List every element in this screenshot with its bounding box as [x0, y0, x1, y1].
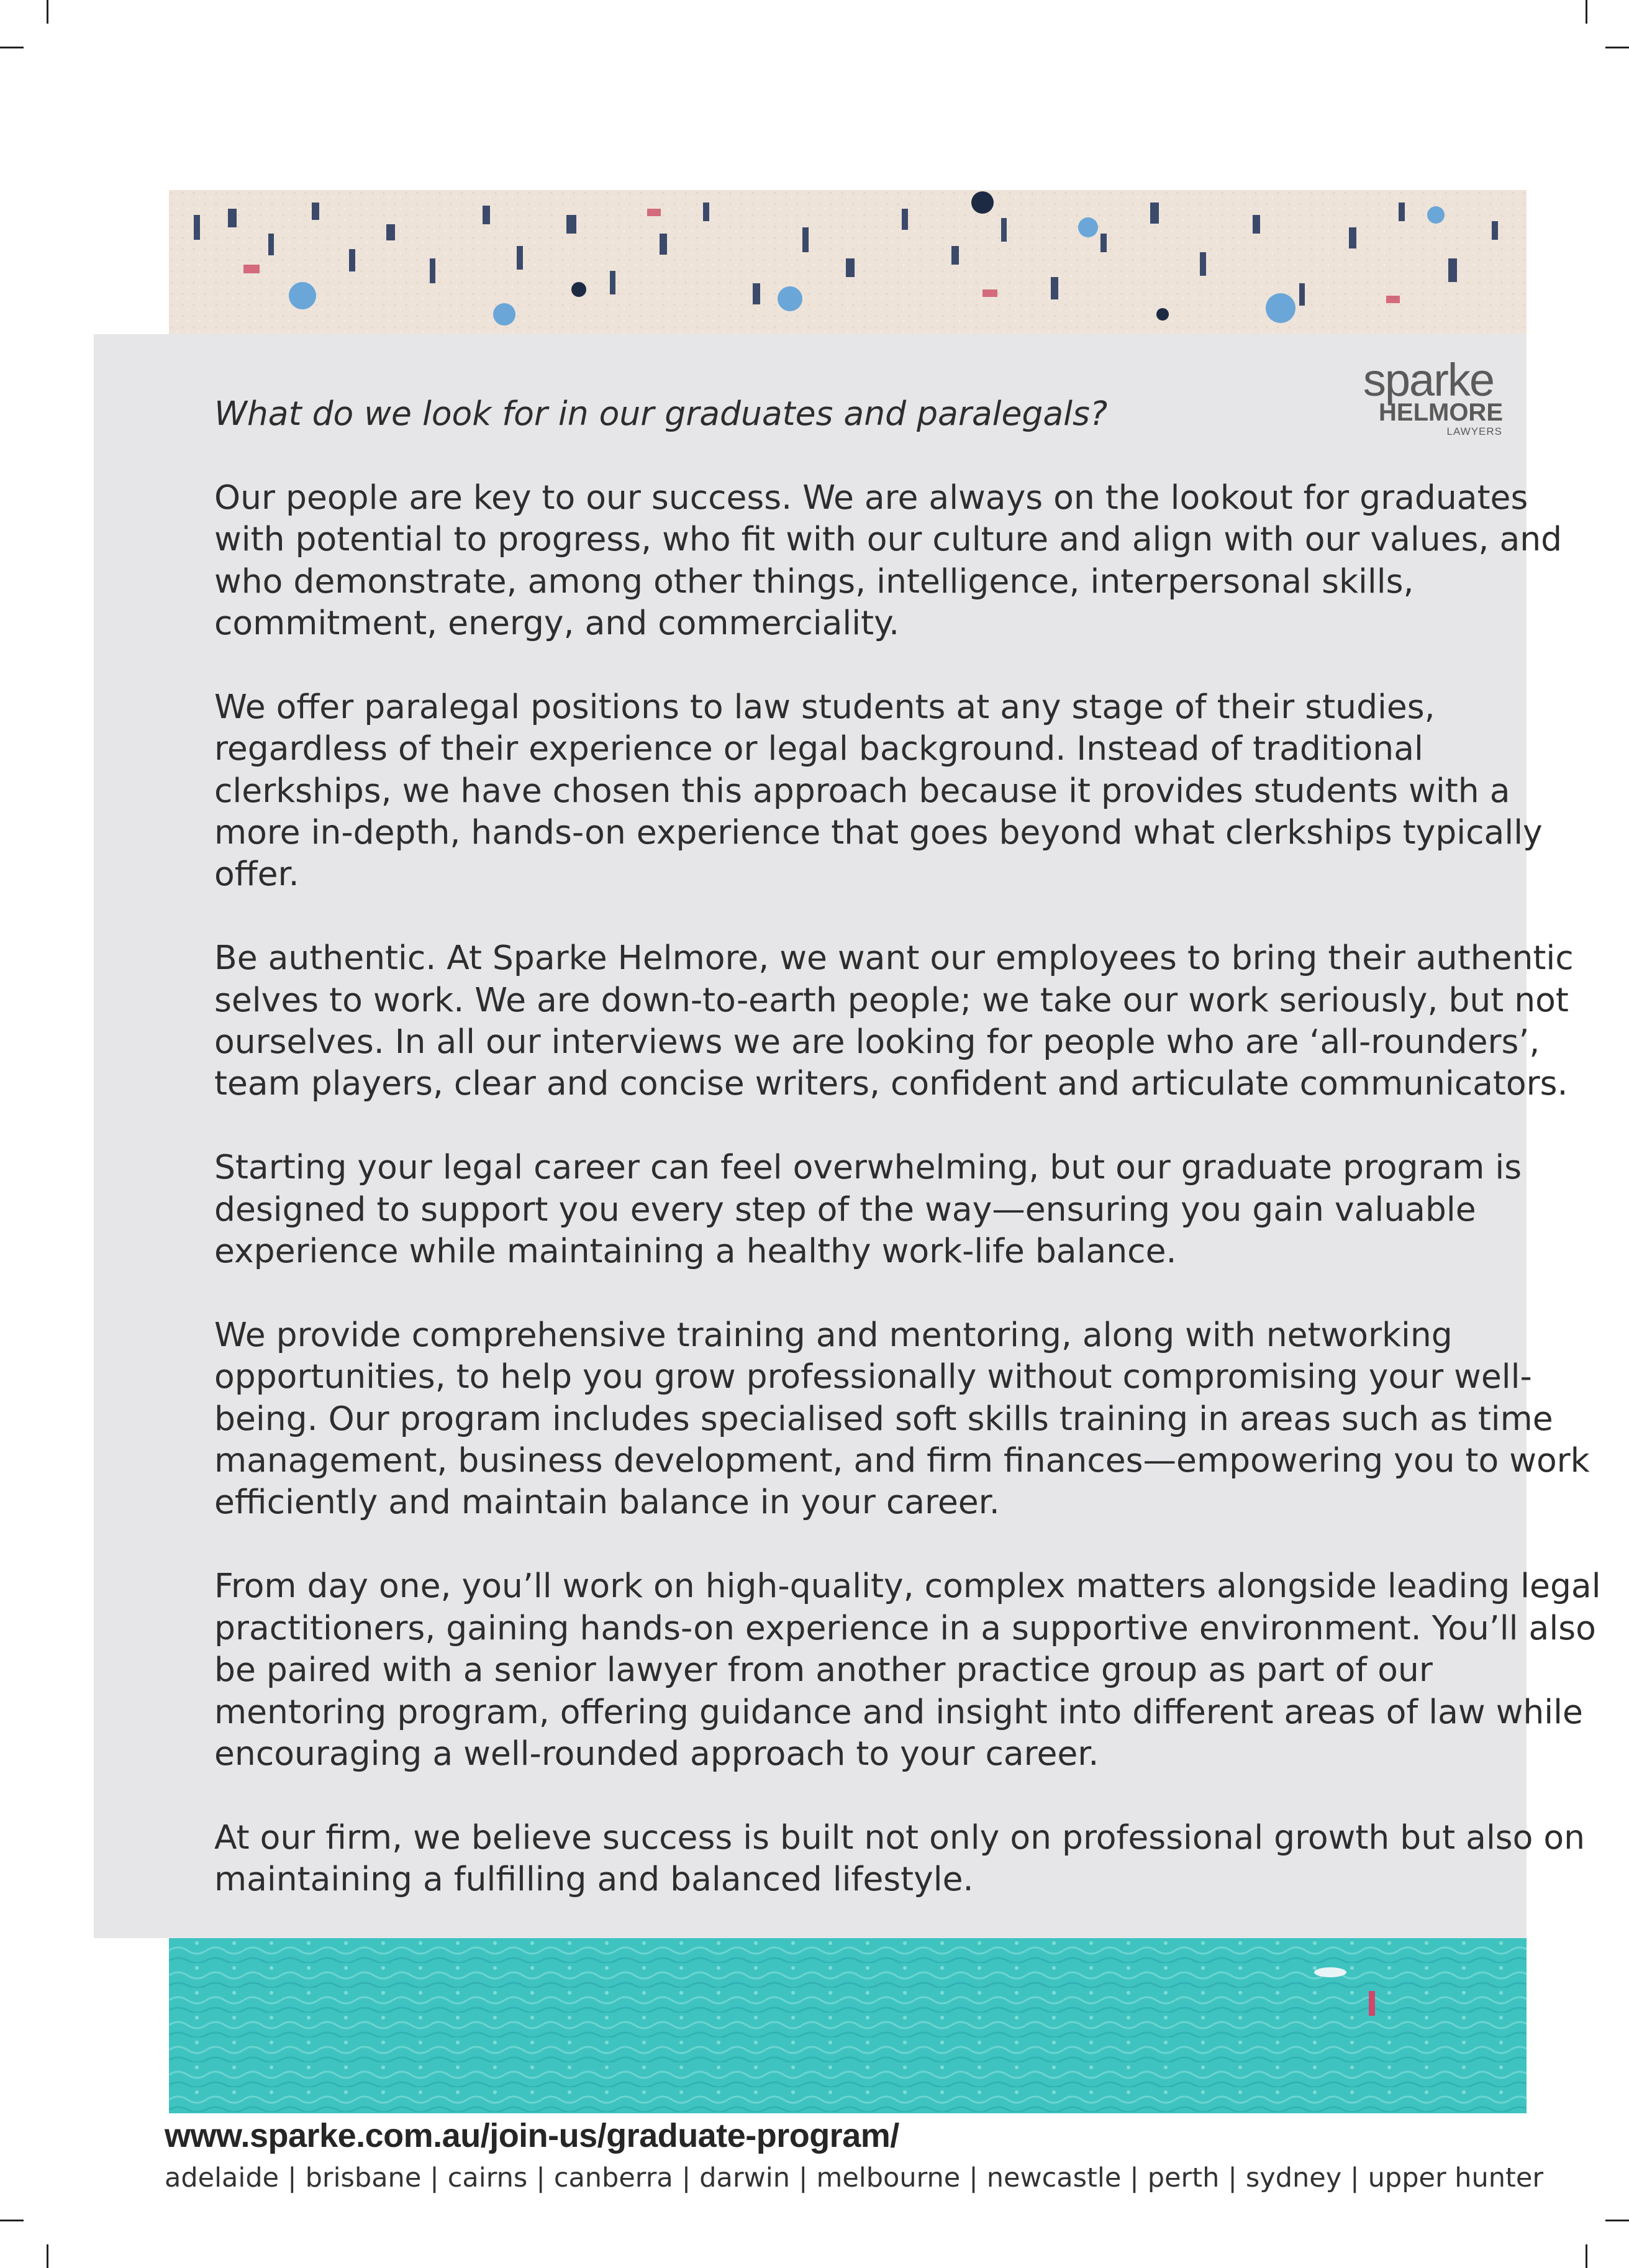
text-line: opportunities, to help you grow professionally without compromising your well- — [214, 1357, 1532, 1396]
text-line: experience while maintaining a healthy work-life balance. — [214, 1231, 1177, 1271]
paragraph — [214, 1565, 1601, 1774]
text-line: practitioners, gaining hands-on experience in a supportive environment. You’ll also — [214, 1608, 1596, 1647]
crop-mark — [0, 2220, 24, 2221]
text-line: with potential to progress, who fit with our culture and align with our values, and — [214, 519, 1563, 559]
text-line: team players, clear and concise writers, confident and articulate communicators. — [214, 1063, 1568, 1103]
office-name: darwin — [699, 2162, 790, 2193]
text-line: commitment, energy, and commerciality. — [214, 603, 900, 643]
text-line: Our people are key to our success. We are always on the lookout for graduates — [214, 477, 1528, 517]
logo-name: HELMORE — [1379, 399, 1503, 426]
paragraph — [214, 937, 1574, 1104]
text-line: encouraging a well-rounded approach to your career. — [214, 1733, 1099, 1773]
text-line: ourselves. In all our interviews we are looking for people who are ‘all-rounders’, — [214, 1022, 1540, 1062]
text-line: being. Our program includes specialised soft skills training in areas such as time — [214, 1398, 1553, 1438]
text-line: clerkships, we have chosen this approach because it provides students with a — [214, 770, 1510, 810]
office-name: brisbane — [305, 2162, 422, 2193]
paragraph — [214, 1816, 1586, 1900]
text-line: mentoring program, offering guidance and insight into different areas of law while — [214, 1692, 1583, 1731]
crop-mark — [1586, 2244, 1587, 2268]
text-line: offer. — [214, 854, 299, 894]
text-line: From day one, you’ll work on high-quality, complex matters alongside leading legal — [214, 1566, 1601, 1606]
office-name: melbourne — [816, 2162, 961, 2193]
text-line: who demonstrate, among other things, intelligence, interpersonal skills, — [214, 561, 1414, 601]
office-name: sydney — [1245, 2162, 1342, 2193]
sea-photo-art — [169, 1938, 1527, 2113]
text-line: management, business development, and firm finances—empowering you to work — [214, 1441, 1590, 1480]
text-line: more in-depth, hands-on experience that goes beyond what clerkships typically — [214, 813, 1543, 852]
text-line: maintaining a fulfilling and balanced lifestyle. — [214, 1859, 974, 1899]
crop-mark — [1605, 2220, 1629, 2221]
office-name: perth — [1147, 2162, 1220, 2193]
crop-mark — [47, 0, 48, 24]
text-line: Be authentic. At Sparke Helmore, we want our employees to bring their authentic — [214, 938, 1574, 978]
sea-photo — [169, 1938, 1527, 2113]
beach-photo-art — [169, 190, 1527, 336]
office-name: cairns — [447, 2162, 528, 2193]
text-line: selves to work. We are down-to-earth people; we take our work seriously, but not — [214, 980, 1569, 1019]
office-name: canberra — [553, 2162, 673, 2193]
section-heading: What do we look for in our graduates and paralegals? — [214, 394, 1108, 433]
crop-mark — [1605, 47, 1629, 48]
text-line: We provide comprehensive training and mentoring, along with networking — [214, 1314, 1453, 1354]
paragraph — [214, 476, 1563, 644]
paragraph — [214, 1314, 1590, 1523]
logo-tag: LAWYERS — [1446, 426, 1502, 437]
beach-photo — [169, 190, 1527, 336]
text-line: efficiently and maintain balance in your career. — [214, 1482, 1000, 1522]
paragraph — [214, 686, 1543, 895]
text-line: designed to support you every step of the way—ensuring you gain valuable — [214, 1189, 1476, 1229]
office-list: adelaide | brisbane | cairns | canberra | darwin | melbourne | newcastle | perth | sydney | upper hunter — [165, 2162, 1544, 2193]
crop-mark — [1586, 0, 1587, 24]
article-body — [214, 393, 1601, 1942]
office-name: newcastle — [986, 2162, 1122, 2193]
text-line: be paired with a senior lawyer from another practice group as part of our — [214, 1650, 1433, 1690]
text-line: Starting your legal career can feel overwhelming, but our graduate program is — [214, 1147, 1522, 1187]
text-line: We offer paralegal positions to law students at any stage of their studies, — [214, 686, 1435, 726]
office-name: upper hunter — [1368, 2162, 1544, 2193]
crop-mark — [47, 2244, 48, 2268]
text-line: At our firm, we believe success is built not only on professional growth but also on — [214, 1817, 1586, 1857]
program-url[interactable]: www.sparke.com.au/join-us/graduate-program/ — [165, 2117, 899, 2154]
office-name: adelaide — [165, 2162, 279, 2193]
logo-word: sparke — [1363, 354, 1494, 406]
paragraph — [214, 1146, 1522, 1272]
text-line: regardless of their experience or legal background. Instead of traditional — [214, 729, 1423, 768]
crop-mark — [0, 47, 24, 48]
